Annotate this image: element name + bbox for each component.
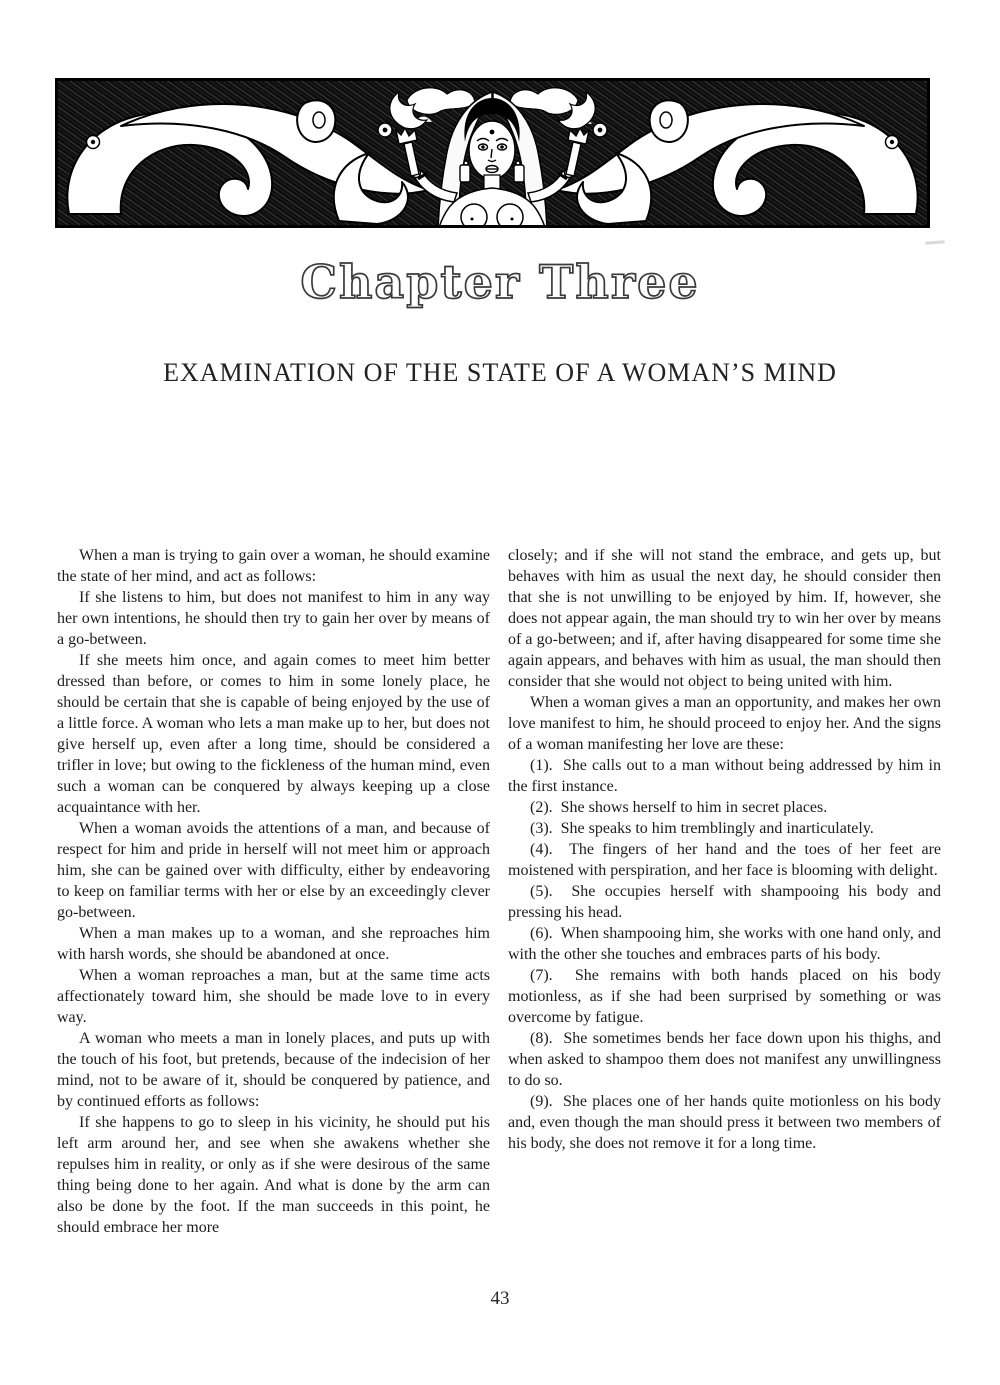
list-item: (4). The fingers of her hand and the toes of her feet are moistened with perspiration, and her face is blooming with delight. <box>508 841 941 879</box>
list-item: (3). She speaks to him tremblingly and inarticulately. <box>530 820 874 837</box>
paragraph: If she happens to go to sleep in his vicinity, he should put his left arm around her, and see when she awakens whether she repulses him in reality, or only as if she were desirous of the same thing being done to her again. And what is done by the arm can also be done by the foot. If the man succeeds in this point, he should embrace her more <box>57 1114 490 1236</box>
breast-left <box>461 204 487 228</box>
paragraph: When a woman reproaches a man, but at the same time acts affectionately toward him, she should be made love to in every way. <box>57 967 490 1026</box>
paragraph: A woman who meets a man in lonely places, and puts up with the touch of his foot, but pretends, because of the indecision of her mind, not to be aware of it, should be conquered by patience, and by continued efforts as follows: <box>57 1030 490 1110</box>
list-item: (2). She shows herself to him in secret places. <box>530 799 828 816</box>
breast-right <box>497 204 523 228</box>
page-number: 43 <box>490 1288 510 1309</box>
detail-dot <box>471 218 474 221</box>
list-item: (7). She remains with both hands placed on his body motionless, as if she had been surprised by something or was overcome by fatigue. <box>508 967 941 1026</box>
engraving-woman-with-torches <box>55 78 930 228</box>
chapter-title-text: Chapter Three <box>300 255 700 309</box>
paragraph: closely; and if she will not stand the embrace, and gets up, but behaves with him as usual the next day, he should consider then that she is not unwilling to be enjoyed by him. If, however, she does not appear again, the man should try to win her over by means of a go-between; and if, after having disappeared for some time she again appears, and behaves with him as usual, the man should then consider that she would not object to being united with him. <box>508 547 941 690</box>
list-item: (6). When shampooing him, she works with one hand only, and with the other she touches and embraces parts of his body. <box>508 925 941 963</box>
list-item: (5). She occupies herself with shampooing his body and pressing his head. <box>508 883 941 921</box>
left-column <box>57 545 490 1238</box>
paragraph: When a woman avoids the attentions of a man, and because of respect for him and pride in herself will not meet him or approach him, she can be gained over with difficulty, either by endeavoring to keep on familiar terms with her or else by an exceedingly clever go-between. <box>57 820 490 921</box>
paragraph: If she meets him once, and again comes to meet him better dressed than before, or comes to him in some lonely place, he should be certain that she is capable of being enjoyed by the use of a little force. A woman who lets a man make up to her, but does not give herself up, even after a long time, should be considered a trifler in love; but owing to the fickleness of the human mind, even such a woman can be conquered by always keeping up a close acquaintance with her. <box>57 652 490 816</box>
right-column <box>508 545 941 1238</box>
detail-dot <box>511 218 514 221</box>
header-banner-illustration <box>55 78 930 228</box>
list-item: (8). She sometimes bends her face down upon his thighs, and when asked to shampoo them does not manifest any unwillingness to do so. <box>508 1030 941 1089</box>
list-item: (1). She calls out to a man without being addressed by him in the first instance. <box>508 757 941 795</box>
paragraph: When a man is trying to gain over a woman, he should examine the state of her mind, and act as follows: <box>57 547 490 585</box>
section-title: EXAMINATION OF THE STATE OF A WOMAN’S MIND <box>163 358 837 387</box>
paragraph: If she listens to him, but does not manifest to him in any way her own intentions, he should then try to gain her over by means of a go-between. <box>57 589 490 648</box>
list-item: (9). She places one of her hands quite motionless on his body and, even though the man should press it between two members of his body, she does not remove it for a long time. <box>508 1093 941 1152</box>
paragraph: When a man makes up to a woman, and she reproaches him with harsh words, she should be abandoned at once. <box>57 925 490 963</box>
paragraph: When a woman gives a man an opportunity, and makes her own love manifest to him, he should proceed to enjoy her. And the signs of a woman manifesting her love are these: <box>508 694 941 753</box>
text-columns <box>57 545 941 1238</box>
chapter-title <box>270 250 730 316</box>
scan-artifact <box>925 240 945 244</box>
